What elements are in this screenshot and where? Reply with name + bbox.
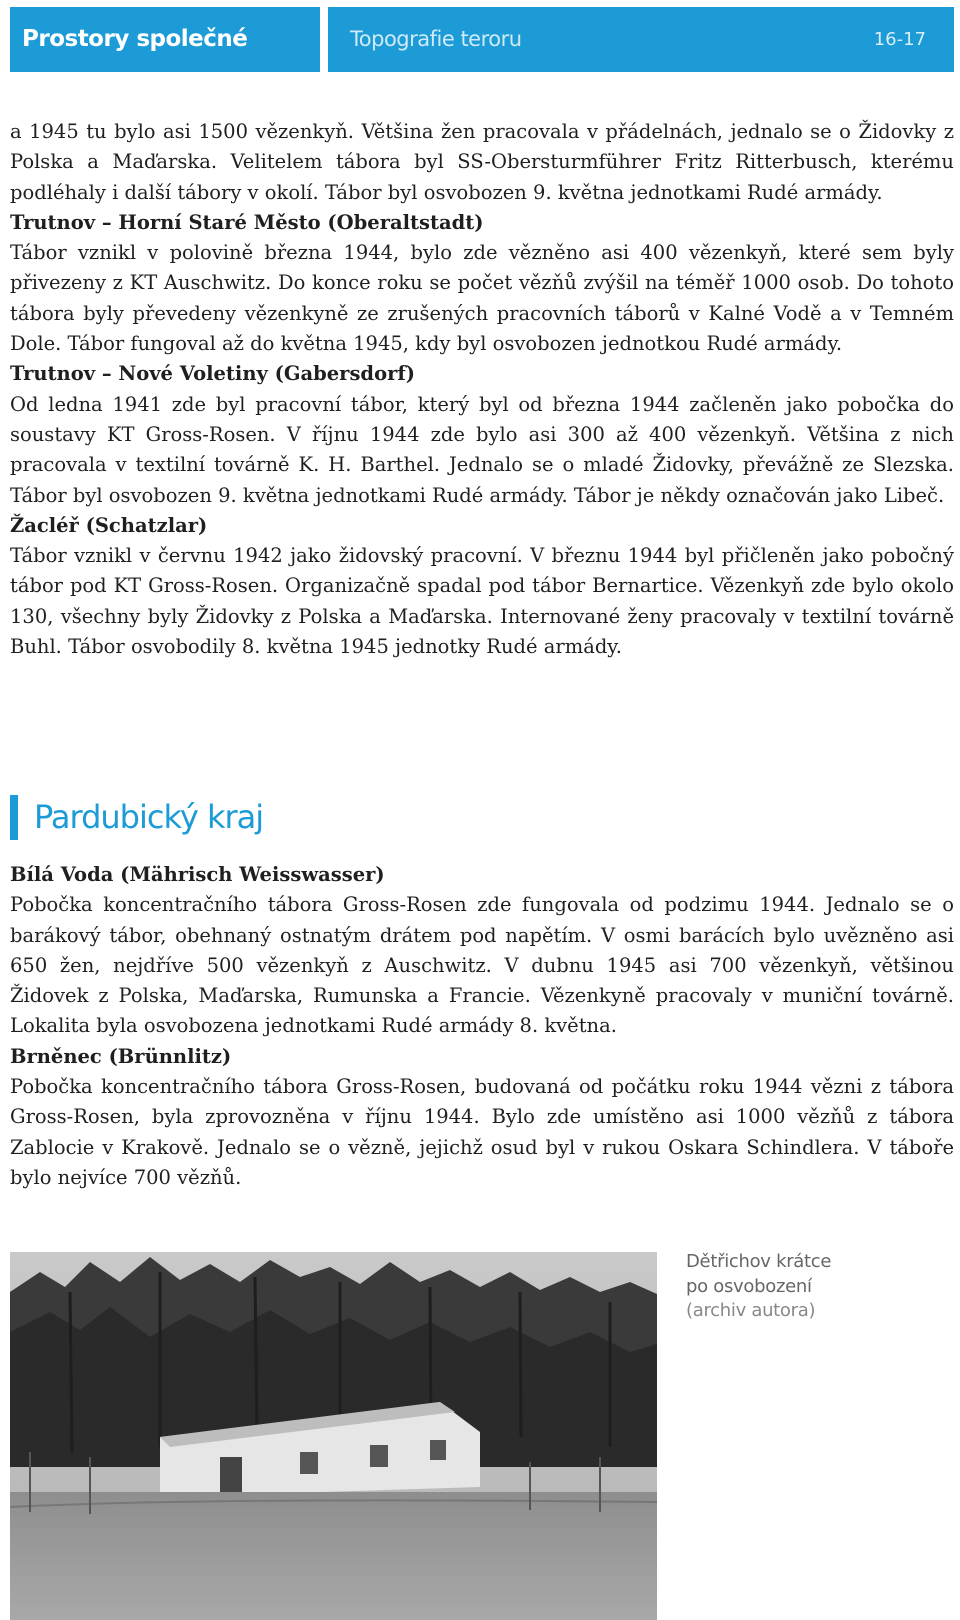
historical-photo [10, 1252, 657, 1620]
section-label: Prostory společné paměti [10, 7, 320, 72]
caption-credit: (archiv autora) [686, 1300, 816, 1321]
entry-text: Pobočka koncentračního tábora Gross-Rosen zde fungovala od podzimu 1944. Jednalo se o barákový tábor, obehnaný ostnatým drátem pod napětím. V osmi barácích bylo uvězněno asi 650 žen, nejdříve 500 vězenkyň z Auschwitz. V dubnu 1945 asi 700 vězenkyň, většinou Židovek z Polska, Maďarska, Rumunska a Francie. Vězenkyně pracovaly v muniční továrně. Lokalita byla osvobozena jednotkami Rudé armády 8. května. [10, 893, 954, 1038]
photo-illustration [10, 1252, 657, 1620]
entry-heading: Bílá Voda (Mährisch Weisswasser) [10, 863, 385, 886]
entry-heading: Trutnov – Horní Staré Město (Oberaltstadt) [10, 210, 484, 234]
chapter-bar [328, 7, 954, 72]
body-text-lower [10, 860, 954, 1193]
chapter-label: Topografie teroru [350, 27, 522, 51]
caption-line: Dětřichov krátce [686, 1251, 832, 1272]
photo-caption [686, 1250, 946, 1324]
entry-text: Pobočka koncentračního tábora Gross-Rosen, budovaná od počátku roku 1944 vězni z tábora Gross-Rosen, byla zprovozněna v říjnu 1944. Bylo zde umístěno asi 1000 vězňů z tábora Zablocie v Krakově. Jednalo se o vězně, jejichž osud byl v rukou Oskara Schindlera. V táboře bylo nejvíce 700 vězňů. [10, 1075, 954, 1189]
entry-text: Od ledna 1941 zde byl pracovní tábor, který byl od března 1944 začleněn jako pobočka do soustavy KT Gross-Rosen. V říjnu 1944 zde bylo asi 300 až 400 vězenkyň. Většina z nich pracovala v textilní továrně K. H. Barthel. Jednalo se o mladé Židovky, převážně ze Slezska. Tábor byl osvobozen 9. května jednotkami Rudé armády. Tábor je někdy označován jako Libeč. [10, 392, 954, 507]
caption-line: po osvobození [686, 1275, 812, 1297]
intro-paragraph: a 1945 tu bylo asi 1500 vězenkyň. Většina žen pracovala v přádelnách, jednalo se o Židovky z Polska a Maďarska. Velitelem tábora byl SS-Obersturmführer Fritz Ritterbusch, kterému podléhaly i další tábory v okolí. Tábor byl osvobozen 9. května jednotkami Rudé armády. [10, 120, 954, 204]
section-heading-text: Pardubický kraj [34, 798, 264, 836]
entry-heading: Žacléř (Schatzlar) [10, 513, 208, 537]
body-text-upper [10, 117, 954, 662]
section-heading [10, 795, 510, 840]
section-heading-bar [10, 795, 18, 840]
entry-text: Tábor vznikl v polovině března 1944, bylo zde vězněno asi 400 vězenkyň, které sem byly přivezeny z KT Auschwitz. Do konce roku se počet vězňů zvýšil na téměř 1000 osob. Do tohoto tábora byly převedeny vězenkyně ze zrušených pracovních táborů v Kalné Vodě a v Temném Dole. Tábor fungoval až do května 1945, kdy byl osvobozen jednotkou Rudé armády. [10, 241, 954, 356]
page-numbers: 16-17 [873, 29, 926, 50]
entry-heading: Trutnov – Nové Voletiny (Gabersdorf) [10, 362, 415, 386]
page-header [10, 7, 954, 117]
entry-text: Tábor vznikl v červnu 1942 jako židovský pracovní. V březnu 1944 byl přičleněn jako pobočný tábor pod KT Gross-Rosen. Organizačně spadal pod tábor Bernartice. Vězenkyň zde bylo okolo 130, všechny byly Židovky z Polska a Maďarska. Internované ženy pracovaly v textilní továrně Buhl. Tábor osvobodily 8. května 1945 jednotky Rudé armády. [10, 544, 954, 659]
entry-heading: Brněnec (Brünnlitz) [10, 1044, 232, 1068]
